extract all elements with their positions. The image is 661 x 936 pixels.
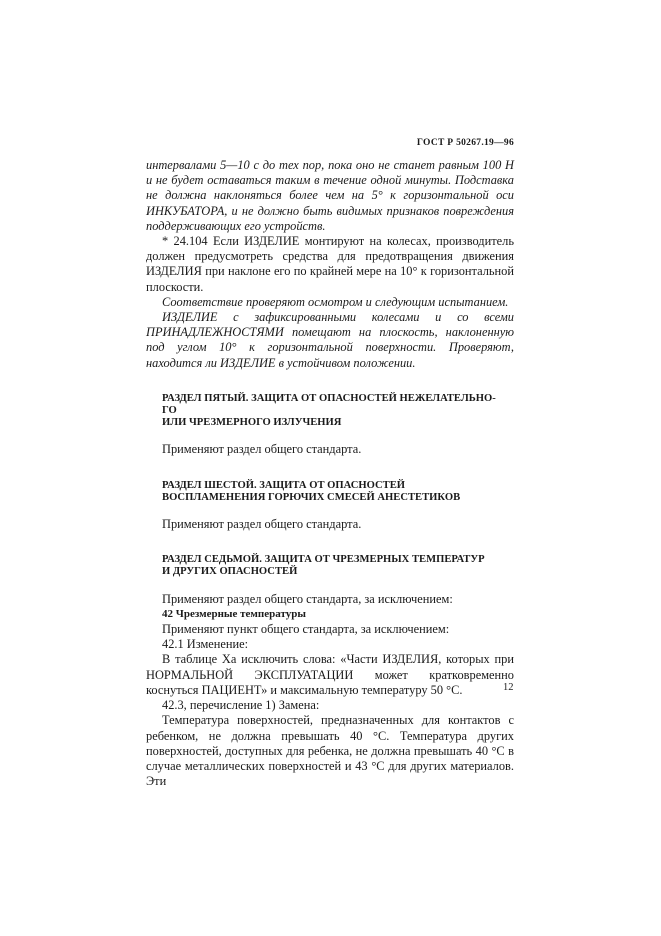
section-six-heading — [146, 480, 514, 504]
paragraph-24-104: * 24.104 Если ИЗДЕЛИЕ монтируют на колесах, производитель должен предусмотреть средства для предотвращения движения ИЗДЕЛИЯ при наклоне его по крайней мере на 10° к горизонтальной плоскости. — [146, 234, 514, 294]
page-number: 12 — [503, 682, 514, 693]
paragraph-test-continuation: интервалами 5—10 с до тех пор, пока оно не станет равным 100 Н и не будет оставаться таким в течение одной минуты. Подставка не должна наклоняться более чем на 5° к горизонтальной оси ИНКУБАТОРА, и не должно быть видимых признаков повреждения поддерживающих его устройств. — [146, 158, 514, 233]
section-five-text: Применяют раздел общего стандарта. — [162, 442, 362, 457]
section-seven-heading — [146, 554, 514, 578]
section-five-heading-line3: ИЛИ ЧРЕЗМЕРНОГО ИЗЛУЧЕНИЯ — [162, 417, 342, 429]
page-body — [146, 158, 514, 789]
clause-42-1-heading: 42.1 Изменение: — [162, 637, 249, 652]
standard-code-header: ГОСТ Р 50267.19—96 — [416, 138, 514, 148]
section-six-heading-line1: РАЗДЕЛ ШЕСТОЙ. ЗАЩИТА ОТ ОПАСНОСТЕЙ — [162, 479, 406, 491]
clause-42-heading: 42 Чрезмерные температуры — [162, 607, 306, 620]
section-seven-heading-line2: И ДРУГИХ ОПАСНОСТЕЙ — [162, 566, 298, 578]
section-six-heading-line2: ВОСПЛАМЕНЕНИЯ ГОРЮЧИХ СМЕСЕЙ АНЕСТЕТИКОВ — [162, 491, 461, 503]
section-five-heading-line1: РАЗДЕЛ ПЯТЫЙ. ЗАЩИТА ОТ ОПАСНОСТЕЙ НЕЖЕЛАТЕЛЬНО- — [162, 392, 496, 404]
clause-42-text: Применяют пункт общего стандарта, за исключением: — [162, 622, 450, 637]
clause-42-3-heading: 42.3, перечисление 1) Замена: — [162, 698, 320, 713]
paragraph-compliance-check: Соответствие проверяют осмотром и следующим испытанием. — [162, 294, 509, 309]
section-five-heading — [146, 393, 514, 430]
clause-42-3-text: Температура поверхностей, предназначенных для контактов с ребенком, не должна превышать 40 °С. Температура других поверхностей, доступных для ребенка, не должна превышать 40 °С в случае металлических поверхностей и 43 °С для других материалов. Эти — [146, 713, 514, 789]
section-seven-heading-line1: РАЗДЕЛ СЕДЬМОЙ. ЗАЩИТА ОТ ЧРЕЗМЕРНЫХ ТЕМПЕРАТУР — [162, 554, 485, 566]
paragraph-tilt-test: ИЗДЕЛИЕ с зафиксированными колесами и со всеми ПРИНАДЛЕЖНОСТЯМИ помещают на плоскость, наклоненную под углом 10° к горизонтальной поверхности. Проверяют, находится ли ИЗДЕЛИЕ в устойчивом положении. — [146, 310, 514, 370]
section-five-heading-line2: ГО — [162, 405, 177, 417]
section-six-text: Применяют раздел общего стандарта. — [162, 517, 362, 532]
section-seven-text: Применяют раздел общего стандарта, за исключением: — [162, 591, 453, 606]
clause-42-1-text: В таблице Xa исключить слова: «Части ИЗДЕЛИЯ, которых при НОРМАЛЬНОЙ ЭКСПЛУАТАЦИИ может кратковременно коснуться ПАЦИЕНТ» и максимальную температуру 50 °С. — [146, 652, 514, 697]
